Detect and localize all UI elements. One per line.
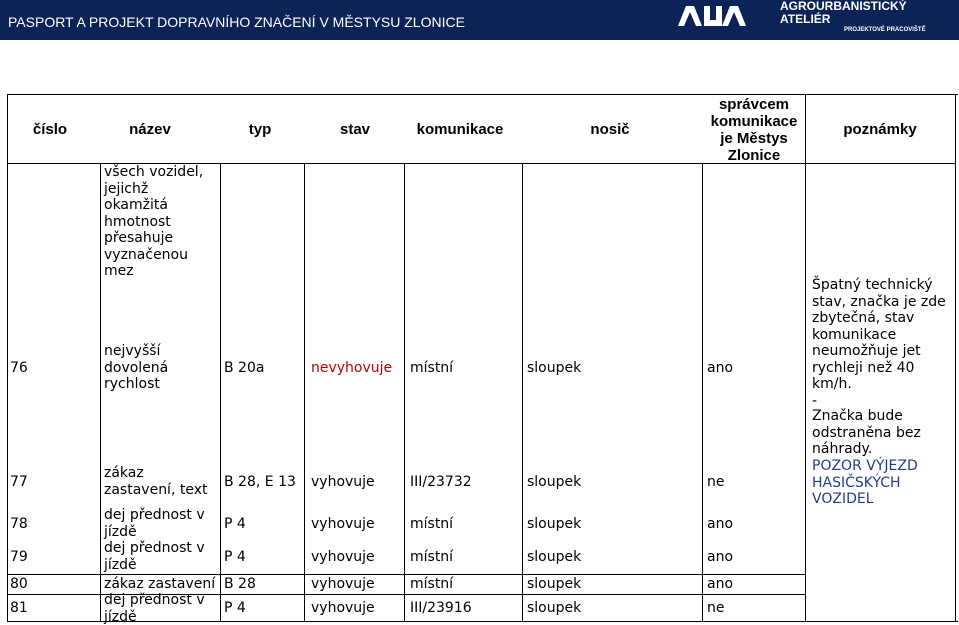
row-77-nazev: zákaz zastavení, text bbox=[104, 465, 208, 498]
row-79-nosic: sloupek bbox=[527, 549, 582, 565]
row-76-note-dash: - bbox=[812, 393, 818, 409]
row-79-komunikace: místní bbox=[410, 549, 454, 565]
col-header-cislo: číslo bbox=[32, 121, 68, 138]
column-divider bbox=[404, 163, 405, 622]
row-80-spravce: ano bbox=[707, 576, 734, 592]
row-81-cislo: 81 bbox=[10, 600, 28, 616]
row-78-spravce: ano bbox=[707, 516, 734, 532]
row-77-cislo: 77 bbox=[10, 474, 28, 490]
row-76-nosic: sloupek bbox=[527, 360, 582, 376]
row-81-nosic: sloupek bbox=[527, 600, 582, 616]
row-81-spravce: ne bbox=[707, 600, 725, 616]
row-78-komunikace: místní bbox=[410, 516, 454, 532]
row-81-nazev: dej přednost v jízdě bbox=[104, 592, 205, 625]
row-79-stav: vyhovuje bbox=[311, 549, 375, 565]
col-header-komunikace: komunikace bbox=[416, 121, 504, 138]
row-81-komunikace: III/23916 bbox=[410, 600, 472, 616]
row-76-note-removal: Značka bude odstraněna bez náhrady. bbox=[812, 408, 921, 457]
document-title: PASPORT A PROJEKT DOPRAVNÍHO ZNAČENÍ V MĚSTYSU ZLONICE bbox=[8, 14, 465, 30]
col-header-nosic: nosič bbox=[590, 121, 630, 138]
row-79-nazev: dej přednost v jízdě bbox=[104, 540, 205, 573]
column-divider bbox=[522, 163, 523, 622]
row-77-nosic: sloupek bbox=[527, 474, 582, 490]
row-fragment-nazev: všech vozidel, jejichž okamžitá hmotnost přesahuje vyznačenou mez bbox=[104, 164, 204, 279]
row-76-nazev: nejvyšší dovolená rychlost bbox=[104, 343, 169, 392]
row-76-komunikace: místní bbox=[410, 360, 454, 376]
studio-name bbox=[780, 0, 956, 34]
row-78-stav: vyhovuje bbox=[311, 516, 375, 532]
row-78-cislo: 78 bbox=[10, 516, 28, 532]
col-header-spravcem: správcem komunikace je Městys Zlonice bbox=[710, 96, 798, 164]
row-77-stav: vyhovuje bbox=[311, 474, 375, 490]
row-77-note: POZOR VÝJEZD HASIČSKÝCH VOZIDEL bbox=[812, 458, 918, 507]
header-bar bbox=[0, 0, 959, 40]
column-divider bbox=[304, 163, 305, 622]
row-76-stav: nevyhovuje bbox=[311, 360, 393, 376]
row-80-komunikace: místní bbox=[410, 576, 454, 592]
row-76-spravce: ano bbox=[707, 360, 734, 376]
row-79-typ: P 4 bbox=[224, 549, 246, 565]
row-80-stav: vyhovuje bbox=[311, 576, 375, 592]
row-78-typ: P 4 bbox=[224, 516, 246, 532]
column-divider bbox=[702, 163, 703, 622]
col-header-nazev: název bbox=[129, 121, 171, 138]
row-80-nosic: sloupek bbox=[527, 576, 582, 592]
row-79-cislo: 79 bbox=[10, 549, 28, 565]
row-77-komunikace: III/23732 bbox=[410, 474, 472, 490]
table-right-border bbox=[955, 94, 956, 622]
row-77-typ: B 28, E 13 bbox=[224, 474, 296, 490]
row-79-spravce: ano bbox=[707, 549, 734, 565]
aua-logo bbox=[676, 4, 746, 28]
row-80-nazev: zákaz zastavení bbox=[104, 576, 216, 592]
column-divider bbox=[100, 163, 101, 622]
row-76-note: Špatný technický stav, značka je zde zbytečná, stav komunikace neumožňuje jet rychleji než 40 km/h. bbox=[812, 277, 946, 392]
row-80-typ: B 28 bbox=[224, 576, 256, 592]
row-78-nazev: dej přednost v jízdě bbox=[104, 507, 205, 540]
row-78-nosic: sloupek bbox=[527, 516, 582, 532]
row-76-typ: B 20a bbox=[224, 360, 265, 376]
row-76-cislo: 76 bbox=[10, 360, 28, 376]
studio-title: AGROURBANISTICKÝ ATELIÉR bbox=[780, 0, 907, 26]
row-81-stav: vyhovuje bbox=[311, 600, 375, 616]
col-header-stav: stav bbox=[339, 121, 371, 138]
row-77-spravce: ne bbox=[707, 474, 725, 490]
studio-subtitle: PROJEKTOVÉ PRACOVIŠTĚ bbox=[844, 27, 926, 33]
col-header-typ: typ bbox=[248, 121, 272, 138]
row-81-typ: P 4 bbox=[224, 600, 246, 616]
row-80-cislo: 80 bbox=[10, 576, 28, 592]
column-divider bbox=[805, 94, 806, 622]
col-header-poznamky: poznámky bbox=[843, 121, 917, 138]
column-divider bbox=[220, 163, 221, 622]
row-divider bbox=[7, 574, 805, 575]
